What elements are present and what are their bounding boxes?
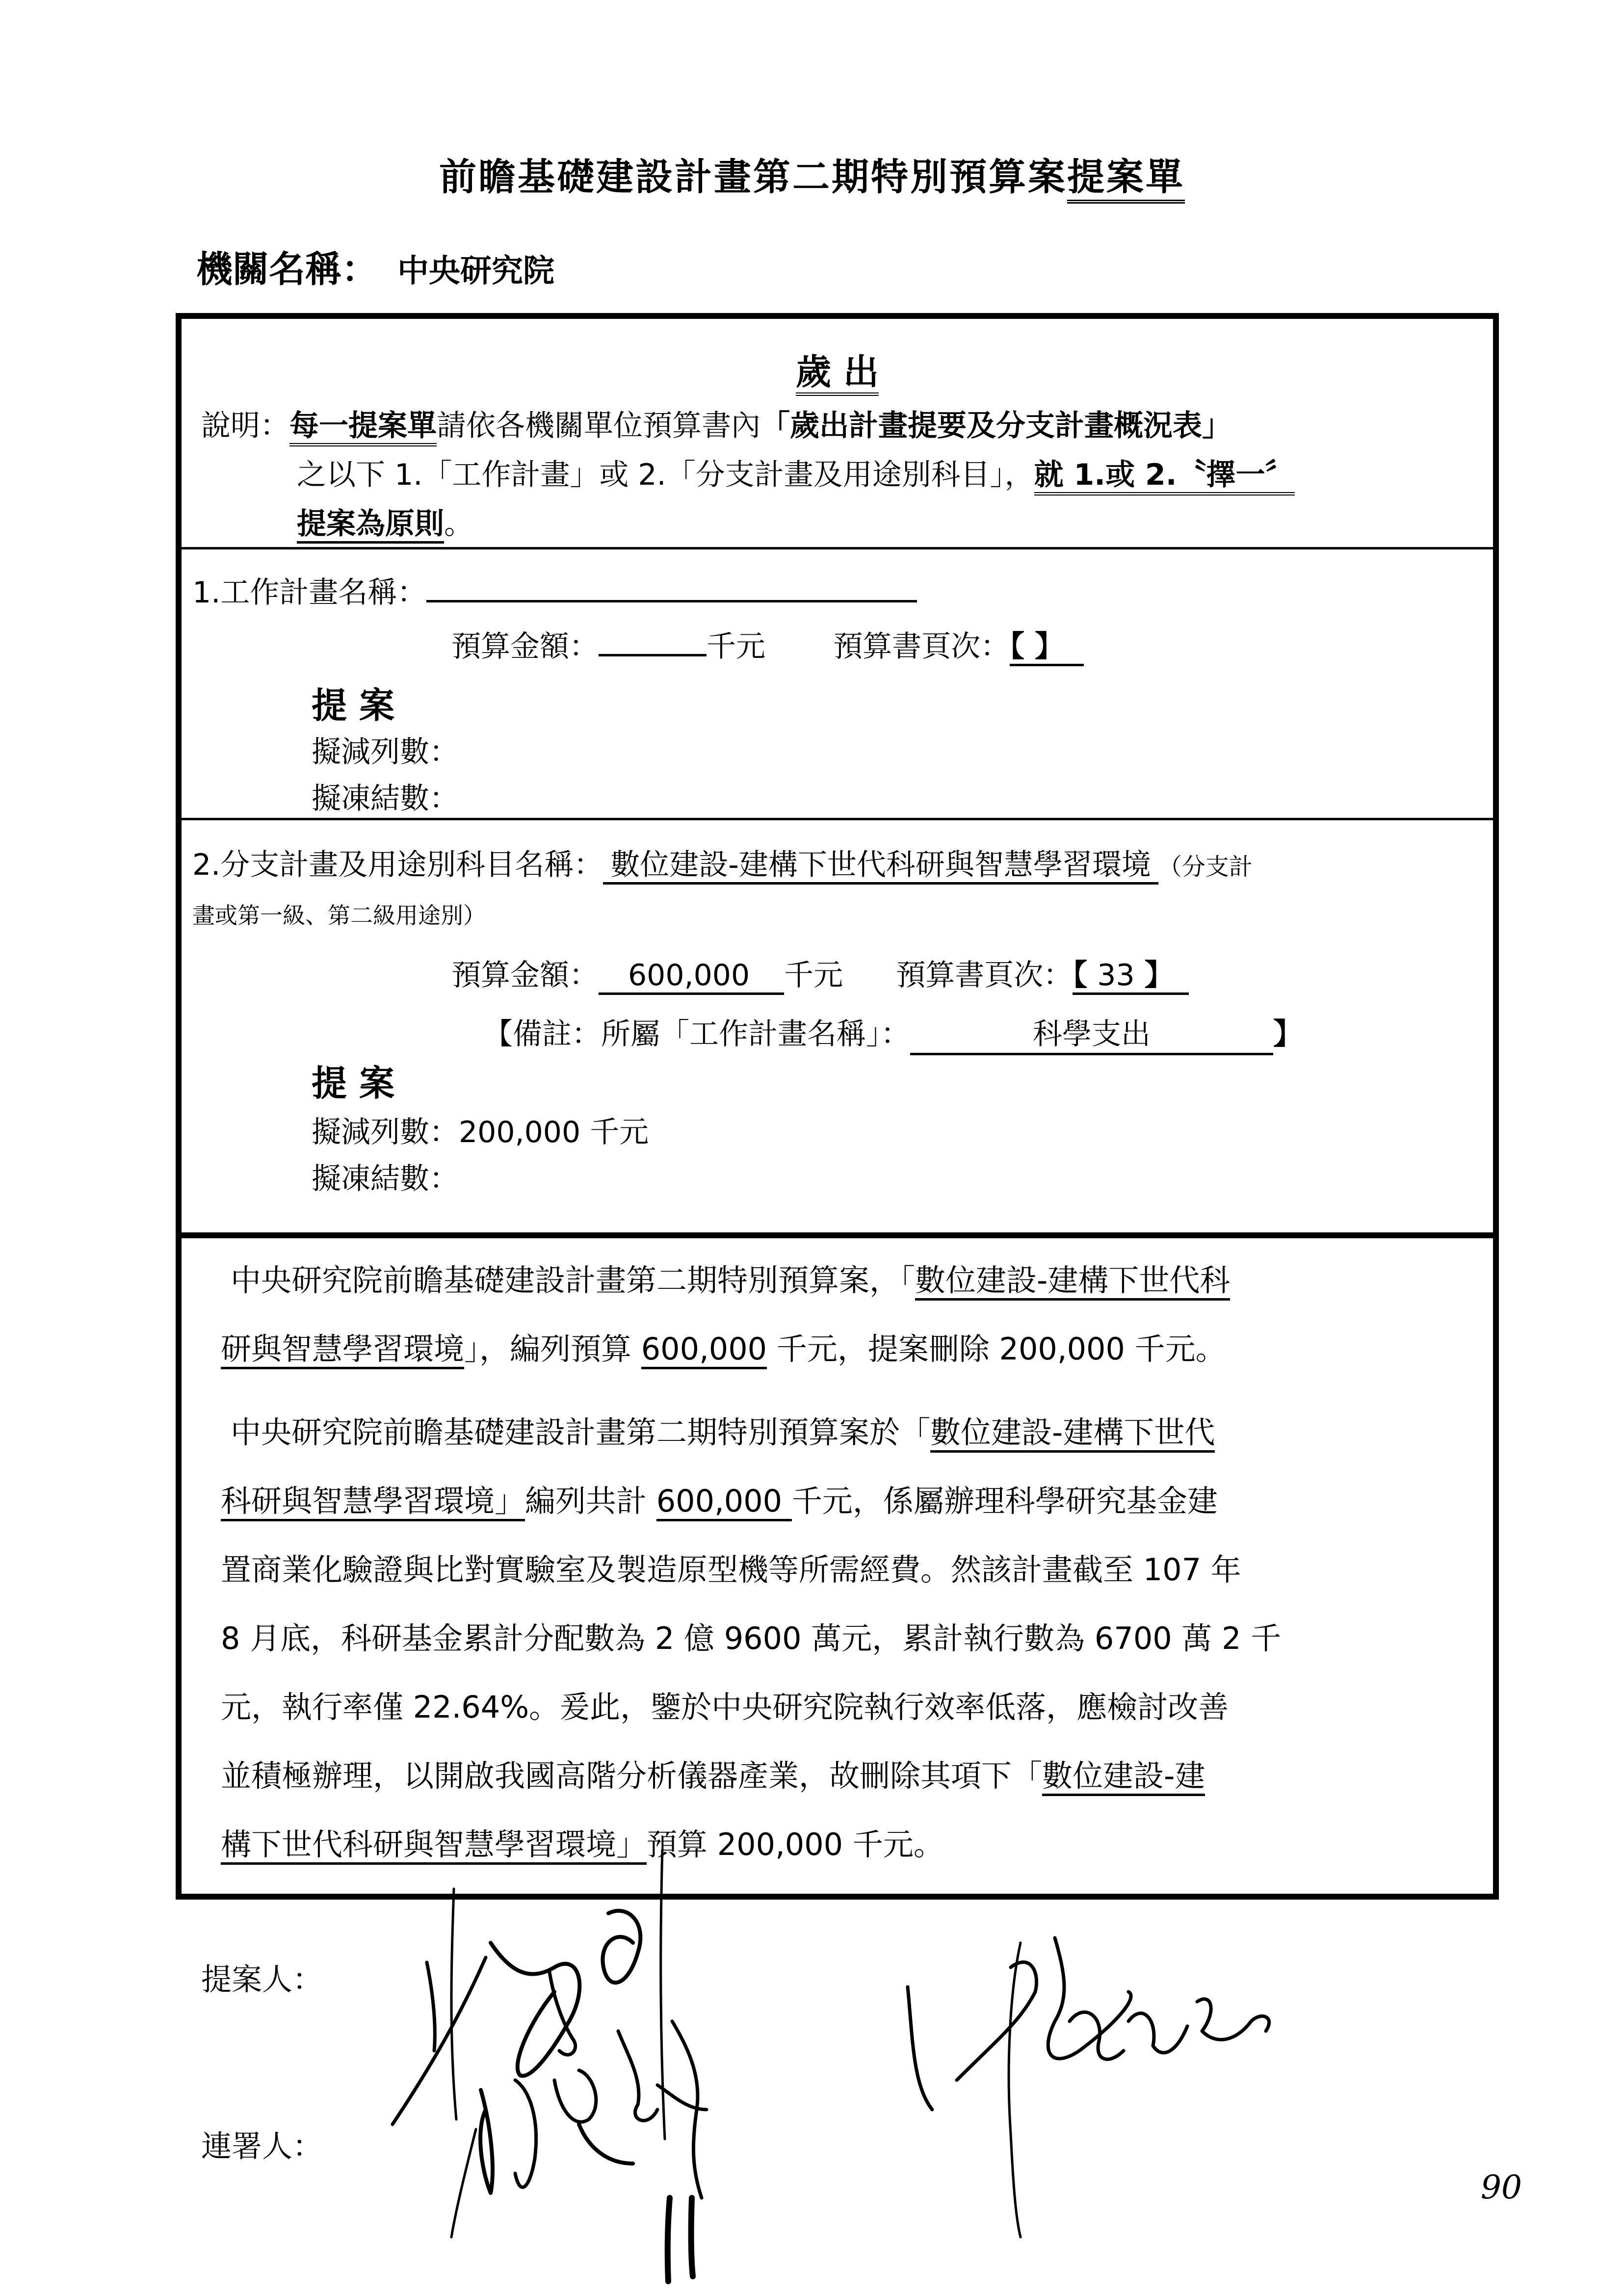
agency-label: 機關名稱： bbox=[196, 248, 378, 290]
s2-reduce-value: 200,000 千元 bbox=[459, 1115, 649, 1149]
reason-p2-line6-text: 並積極辦理，以開啟我國高階分析儀器產業，故刪除其項下「 bbox=[221, 1758, 1043, 1794]
reason-p2-line6-underlined: 數位建設-建 bbox=[1042, 1758, 1205, 1796]
cosigner-label: 連署人： bbox=[201, 2128, 323, 2164]
reason-p2-line7-underlined: 構下世代科研與智慧學習環境」 bbox=[221, 1826, 647, 1865]
s1-page-label: 預算書頁次： bbox=[833, 629, 1010, 664]
title-main: 前瞻基礎建設計畫第二期特別預算案 bbox=[439, 155, 1067, 199]
reason-p1-text-c: 千元，提案刪除 200,000 千元。 bbox=[767, 1331, 1226, 1367]
reason-p1-amount: 600,000 bbox=[641, 1331, 767, 1369]
s2-page-open: 【 bbox=[1073, 958, 1088, 992]
reason-p1-underlined-1: 數位建設-建構下世代科 bbox=[915, 1262, 1230, 1301]
s2-name-label: 2.分支計畫及用途別科目名稱： bbox=[192, 848, 603, 882]
s1-proposal-heading: 提 案 bbox=[312, 685, 395, 726]
heading-expenditure: 歲 出 bbox=[796, 351, 879, 396]
s2-remark-close: 】 bbox=[1273, 1017, 1303, 1051]
s2-proposal-heading: 提 案 bbox=[312, 1063, 395, 1104]
s2-name-note: （分支計 bbox=[1158, 853, 1253, 881]
s1-freeze-label: 擬凍結數： bbox=[312, 782, 459, 816]
reason-p2-line5: 元，執行率僅 22.64%。爰此，鑒於中央研究院執行效率低落，應檢討改善 bbox=[221, 1689, 1229, 1725]
s2-reduce-label: 擬減列數： bbox=[312, 1115, 459, 1149]
proposer-label: 提案人： bbox=[201, 1961, 323, 1997]
s1-budget-label: 預算金額： bbox=[451, 629, 599, 664]
title-suffix: 提案單 bbox=[1067, 155, 1185, 204]
reason-p2-amount: 600,000 bbox=[656, 1483, 792, 1521]
note-line3-end: 。 bbox=[444, 507, 473, 541]
signature-cosigner bbox=[451, 2021, 707, 2281]
note-line2-text: 之以下 1.「工作計畫」或 2.「分支計畫及用途別科目」， bbox=[297, 458, 1034, 492]
note-line2-underlined: 就 1.或 2.〝擇一〞 bbox=[1034, 458, 1295, 496]
note-text: 請依各機關單位預算書內 bbox=[437, 409, 760, 443]
reason-p2-line3: 置商業化驗證與比對實驗室及製造原型機等所需經費。然該計畫截至 107 年 bbox=[221, 1552, 1241, 1588]
reason-p2-underlined-2: 科研與智慧學習環境」 bbox=[221, 1483, 525, 1521]
s1-budget-unit: 千元 bbox=[707, 629, 765, 664]
reason-p2-underlined-1: 數位建設-建構下世代 bbox=[930, 1414, 1215, 1453]
reason-p2-line7-text: 預算 200,000 千元。 bbox=[647, 1826, 944, 1862]
note-bold: 「歲出計畫提要及分支計畫概況表」 bbox=[760, 409, 1231, 443]
note-underlined: 每一提案單 bbox=[289, 409, 437, 446]
s2-budget-value: 600,000 bbox=[599, 958, 784, 995]
note-label: 說明： bbox=[201, 409, 289, 443]
s1-reduce-label: 擬減列數： bbox=[312, 735, 459, 769]
reason-p2-text-c: 千元，係屬辦理科學研究基金建 bbox=[791, 1483, 1218, 1519]
s2-budget-label: 預算金額： bbox=[451, 958, 599, 992]
s2-budget-unit: 千元 bbox=[784, 958, 843, 992]
s2-page-value: 33 bbox=[1097, 958, 1135, 992]
s2-freeze-label: 擬凍結數： bbox=[312, 1162, 459, 1196]
s2-remark-label: 【備註：所屬「工作計畫名稱」： bbox=[483, 1017, 910, 1051]
reason-p2-line4: 8 月底，科研基金累計分配數為 2 億 9600 萬元，累計執行數為 6700 萬 2 千 bbox=[221, 1620, 1282, 1656]
s2-page-close: 】 bbox=[1144, 958, 1174, 992]
s2-remark-value: 科學支出 bbox=[910, 1011, 1273, 1055]
note-line3-text: 提案為原則 bbox=[297, 507, 444, 544]
page-number: 90 bbox=[1481, 2168, 1522, 2206]
s2-name-value: 數位建設-建構下世代科研與智慧學習環境 bbox=[603, 848, 1158, 885]
s1-page-field[interactable]: 【 】 bbox=[1010, 629, 1084, 666]
reason-p1-text-a: 中央研究院前瞻基礎建設計畫第二期特別預算案，「 bbox=[231, 1262, 916, 1298]
s1-name-label: 1.工作計畫名稱： bbox=[192, 575, 427, 610]
reason-p2-text-a: 中央研究院前瞻基礎建設計畫第二期特別預算案於「 bbox=[231, 1414, 931, 1450]
signature-proposer-2 bbox=[908, 1938, 1269, 2237]
s2-name-note-2: 畫或第一級、第二級用途別） bbox=[192, 902, 486, 929]
reason-p1-text-b: 」，編列預算 bbox=[464, 1331, 641, 1367]
reason-p1-underlined-2: 研與智慧學習環境 bbox=[221, 1331, 464, 1369]
s2-page-label: 預算書頁次： bbox=[896, 958, 1073, 992]
agency-name: 中央研究院 bbox=[397, 253, 554, 289]
reason-p2-text-b: 編列共計 bbox=[525, 1483, 656, 1519]
